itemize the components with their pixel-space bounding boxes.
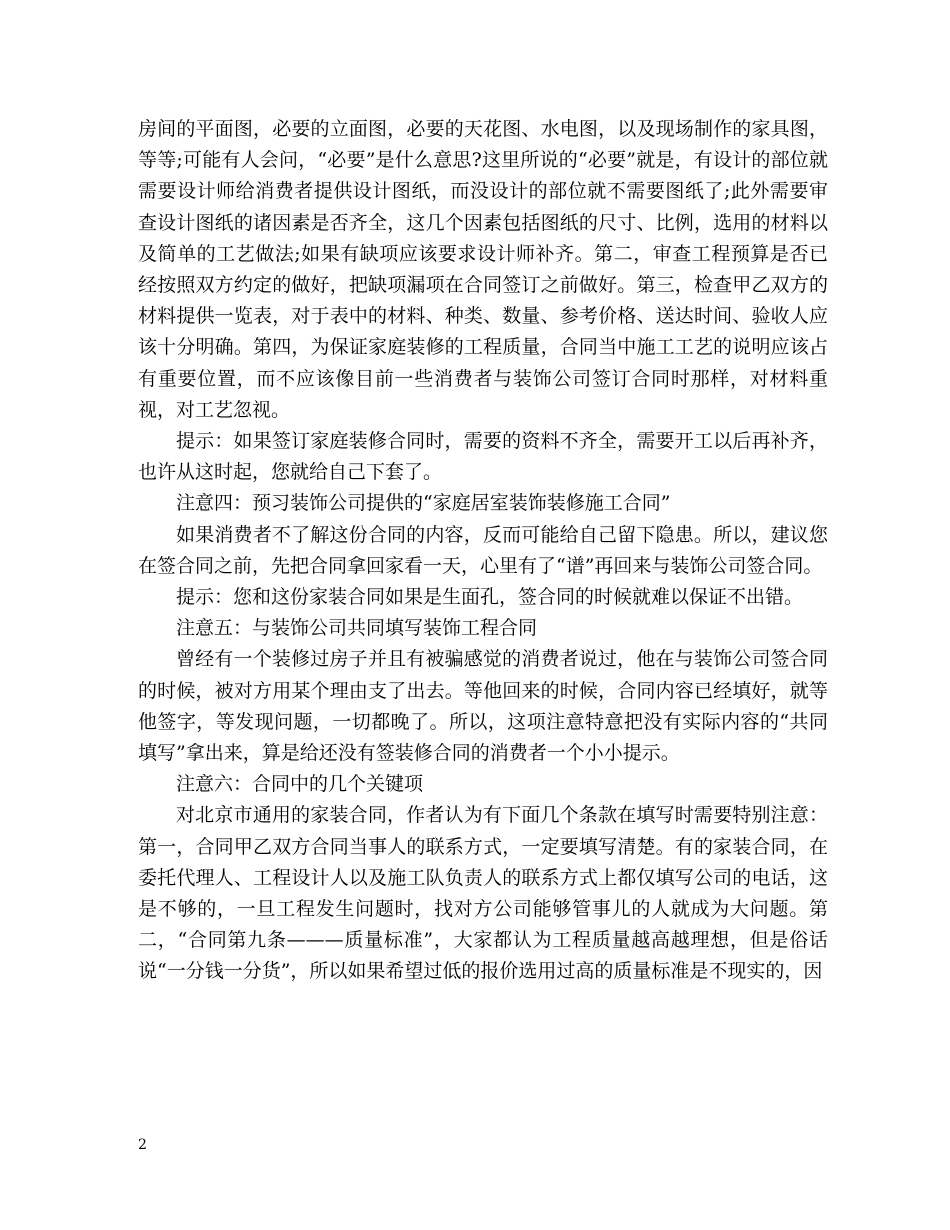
paragraph-4: 如果消费者不了解这份合同的内容，反而可能给自己留下隐患。所以，建议您在签合同之前，先把合同拿回家看一天，心里有了“谱”再回来与装饰公司签合同。 [138,523,828,577]
paragraph-3-heading: 注意四：预习装饰公司提供的“家庭居室装饰装修施工合同” [176,492,671,515]
paragraph-5: 提示：您和这份家装合同如果是生面孔，签合同的时候就难以保证不出错。 [176,586,804,609]
paragraph-9: 对北京市通用的家装合同，作者认为有下面几个条款在填写时需要特别注意：第一，合同甲乙双方合同当事人的联系方式，一定要填写清楚。有的家装合同，在委托代理人、工程设计人以及施工队负责人的联系方式上都仅填写公司的电话，这是不够的，一旦工程发生问题时，找对方公司能够管事儿的人就成为大问题。第二，“合同第九条———质量标准”，大家都认为工程质量越高越理想，但是俗话说“一分钱一分货”，所以如果希望过低的报价选用过高的质量标准是不现实的，因 [138,804,828,983]
paragraph-7: 曾经有一个装修过房子并且有被骗感觉的消费者说过，他在与装饰公司签合同的时候，被对方用某个理由支了出去。等他回来的时候，合同内容已经填好，就等他签字，等发现问题，一切都晚了。所以，这项注意特意把没有实际内容的“共同填写”拿出来，算是给还没有签装修合同的消费者一个小小提示。 [138,648,828,765]
page-number: 2 [138,1137,147,1153]
paragraph-1: 房间的平面图，必要的立面图，必要的天花图、水电图，以及现场制作的家具图，等等;可能有人会问，“必要”是什么意思?这里所说的“必要”就是，有设计的部位就需要设计师给消费者提供设计图纸，而没设计的部位就不需要图纸了;此外需要审查设计图纸的诸因素是否齐全，这几个因素包括图纸的尺寸、比例，选用的材料以及简单的工艺做法;如果有缺项应该要求设计师补齐。第二，审查工程预算是否已经按照双方约定的做好，把缺项漏项在合同签订之前做好。第三，检查甲乙双方的材料提供一览表，对于表中的材料、种类、数量、参考价格、送达时间、验收人应该十分明确。第四，为保证家庭装修的工程质量，合同当中施工工艺的说明应该占有重要位置，而不应该像目前一些消费者与装饰公司签订合同时那样，对材料重视，对工艺忽视。 [138,118,828,421]
paragraph-6-heading: 注意五：与装饰公司共同填写装饰工程合同 [176,617,538,640]
paragraph-2: 提示：如果签订家庭装修合同时，需要的资料不齐全，需要开工以后再补齐，也许从这时起，您就给自己下套了。 [138,430,828,484]
paragraph-8-heading: 注意六：合同中的几个关键项 [176,773,424,796]
body-text [138,114,828,988]
